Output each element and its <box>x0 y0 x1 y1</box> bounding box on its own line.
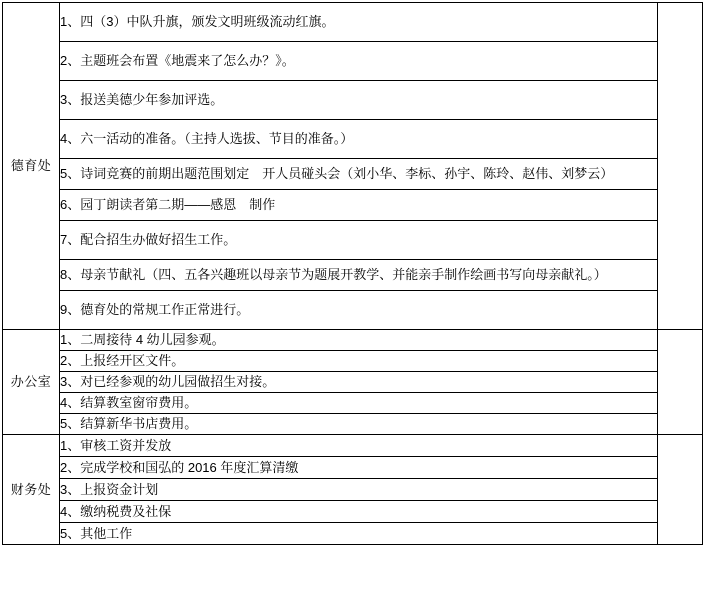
table-row <box>3 457 703 479</box>
item-cell: 5、结算新华书店费用。 <box>60 414 658 435</box>
table-row <box>3 523 703 545</box>
weekly-schedule-table <box>2 2 703 545</box>
table-row <box>3 414 703 435</box>
table-row <box>3 479 703 501</box>
dept-cell-office: 办公室 <box>3 330 60 435</box>
item-cell: 3、报送美德少年参加评选。 <box>60 81 658 120</box>
table-row <box>3 190 703 221</box>
table-row <box>3 159 703 190</box>
item-cell: 1、二周接待 4 幼儿园参观。 <box>60 330 658 351</box>
item-cell: 5、其他工作 <box>60 523 658 545</box>
item-cell: 9、德育处的常规工作正常进行。 <box>60 291 658 330</box>
item-cell: 5、诗词竞赛的前期出题范围划定 开人员碰头会（刘小华、李标、孙宇、陈玲、赵伟、刘梦云） <box>60 159 658 190</box>
table-row <box>3 3 703 42</box>
item-cell: 1、四（3）中队升旗，颁发文明班级流动红旗。 <box>60 3 658 42</box>
item-cell: 7、配合招生办做好招生工作。 <box>60 221 658 260</box>
item-cell: 3、对已经参观的幼儿园做招生对接。 <box>60 372 658 393</box>
notes-cell-finance <box>658 435 703 545</box>
item-cell: 1、审核工资并发放 <box>60 435 658 457</box>
table-row <box>3 42 703 81</box>
table-row <box>3 120 703 159</box>
item-cell: 2、上报经开区文件。 <box>60 351 658 372</box>
notes-cell-office <box>658 330 703 435</box>
table-row <box>3 435 703 457</box>
table-row <box>3 501 703 523</box>
item-cell: 3、上报资金计划 <box>60 479 658 501</box>
table-row <box>3 291 703 330</box>
dept-cell-moral-education: 德育处 <box>3 3 60 330</box>
item-cell: 6、园丁朗读者第二期——感恩 制作 <box>60 190 658 221</box>
table-row <box>3 221 703 260</box>
notes-cell-moral-education <box>658 3 703 330</box>
table-row <box>3 351 703 372</box>
item-cell: 8、母亲节献礼（四、五各兴趣班以母亲节为题展开教学、并能亲手制作绘画书写向母亲献礼。） <box>60 260 658 291</box>
item-cell: 2、完成学校和国弘的 2016 年度汇算清缴 <box>60 457 658 479</box>
table-row <box>3 393 703 414</box>
dept-cell-finance: 财务处 <box>3 435 60 545</box>
table-row <box>3 330 703 351</box>
item-cell: 2、主题班会布置《地震来了怎么办？》。 <box>60 42 658 81</box>
item-cell: 4、六一活动的准备。（主持人选拔、节目的准备。） <box>60 120 658 159</box>
table-row <box>3 372 703 393</box>
item-cell: 4、结算教室窗帘费用。 <box>60 393 658 414</box>
table-row <box>3 260 703 291</box>
item-cell: 4、缴纳税费及社保 <box>60 501 658 523</box>
table-row <box>3 81 703 120</box>
